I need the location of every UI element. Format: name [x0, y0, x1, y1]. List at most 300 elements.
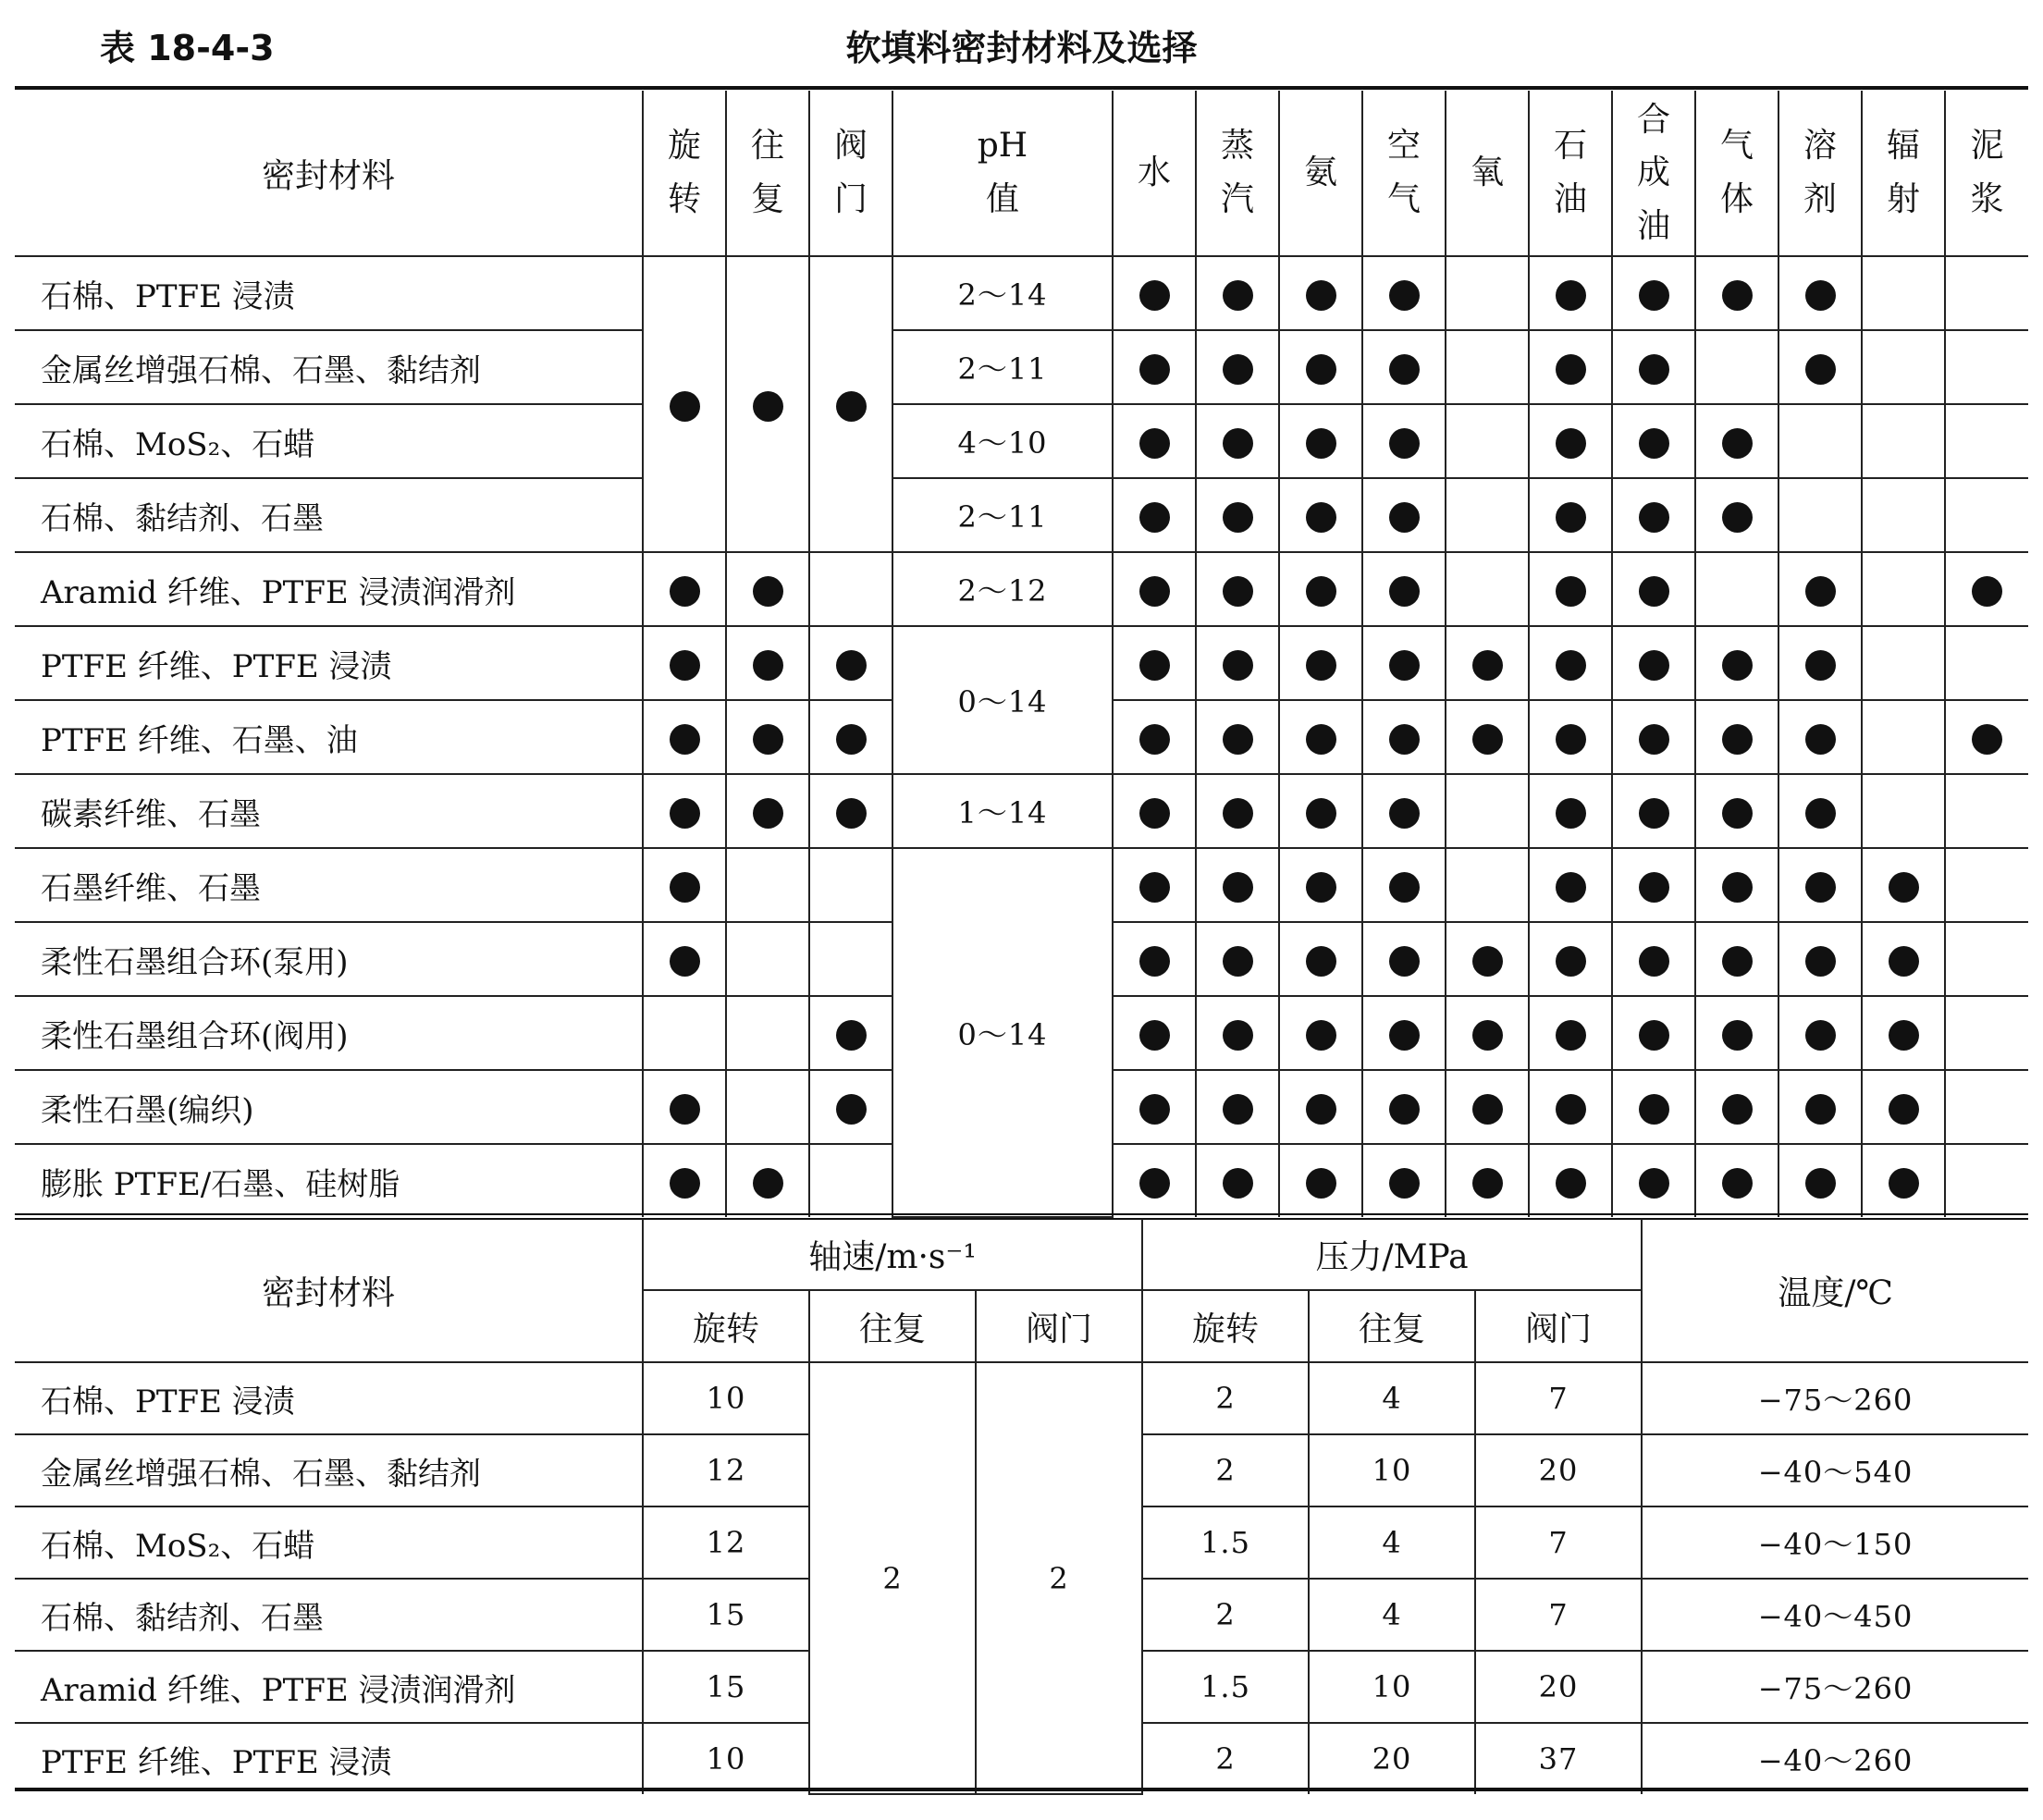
suitable-dot	[1306, 1168, 1336, 1199]
suitable-dot	[1805, 872, 1836, 903]
material-name: 柔性石墨组合环(阀用)	[15, 996, 643, 1070]
compat-cell	[1695, 848, 1778, 922]
compat-cell	[1778, 1070, 1862, 1144]
suitable-dot	[1389, 946, 1420, 977]
compat-cell	[1945, 330, 2028, 404]
suitable-dot	[1306, 872, 1336, 903]
compat-cell	[1778, 330, 1862, 404]
compat-cell	[1113, 478, 1196, 552]
compat-cell	[1612, 330, 1695, 404]
suitable-dot	[1639, 576, 1669, 607]
suitable-dot	[1139, 280, 1170, 311]
compat-cell	[1279, 774, 1362, 848]
compat-cell	[1695, 1070, 1778, 1144]
material-name: 石棉、PTFE 浸渍	[15, 256, 643, 330]
compat-cell	[1113, 774, 1196, 848]
suitable-dot	[1223, 280, 1253, 311]
compat-cell	[1279, 848, 1362, 922]
compat-cell	[1778, 478, 1862, 552]
compat-cell	[1113, 552, 1196, 626]
suitable-dot	[1223, 576, 1253, 607]
header-valve: 阀 门	[809, 91, 892, 256]
compat-cell	[726, 996, 809, 1070]
suitable-dot	[1223, 502, 1253, 533]
header-radiation: 辐 射	[1862, 91, 1945, 256]
compat-cell	[1945, 626, 2028, 700]
compat-cell	[1945, 774, 2028, 848]
suitable-dot	[1139, 1094, 1170, 1125]
compat-cell	[1279, 478, 1362, 552]
suitable-dot	[1722, 872, 1753, 903]
suitable-dot	[1639, 650, 1669, 681]
suitable-dot	[836, 724, 867, 755]
compat-cell	[1612, 552, 1695, 626]
header-petroleum: 石 油	[1529, 91, 1612, 256]
compat-cell	[726, 1070, 809, 1144]
suitable-dot	[1306, 428, 1336, 459]
compat-cell	[1446, 330, 1529, 404]
compat-cell	[643, 626, 726, 700]
suitable-dot	[1223, 1020, 1253, 1051]
table-row	[15, 478, 2028, 552]
compat-cell	[1695, 404, 1778, 478]
speed-rotary: 10	[643, 1723, 809, 1794]
suitable-dot	[1139, 650, 1170, 681]
compat-cell	[1446, 626, 1529, 700]
suitable-dot	[1639, 946, 1669, 977]
compat-cell	[1612, 1070, 1695, 1144]
suitable-dot	[836, 391, 867, 422]
compat-cell	[1446, 922, 1529, 996]
suitable-dot	[670, 576, 700, 607]
header-slurry: 泥 浆	[1945, 91, 2028, 256]
material-name: 碳素纤维、石墨	[15, 774, 643, 848]
speed-rotary: 12	[643, 1434, 809, 1506]
compat-cell	[1113, 1144, 1196, 1217]
material-name: 柔性石墨(编织)	[15, 1070, 643, 1144]
compat-cell	[1446, 552, 1529, 626]
ph-range: 2～11	[892, 330, 1113, 404]
suitable-dot	[1889, 1094, 1919, 1125]
header-ph: pH 值	[892, 91, 1113, 256]
material-name: 石棉、黏结剂、石墨	[15, 1579, 643, 1651]
compat-cell	[1695, 552, 1778, 626]
suitable-dot	[670, 1168, 700, 1199]
material-name: 石棉、PTFE 浸渍	[15, 1362, 643, 1434]
compat-cell	[1529, 404, 1612, 478]
material-name: 石棉、黏结剂、石墨	[15, 478, 643, 552]
compat-cell	[1945, 478, 2028, 552]
ph-range: 0～14	[892, 626, 1113, 774]
ph-range: 1～14	[892, 774, 1113, 848]
suitable-dot	[1389, 650, 1420, 681]
suitable-dot	[1389, 872, 1420, 903]
compat-cell	[1695, 626, 1778, 700]
pressure-valve: 20	[1475, 1434, 1642, 1506]
suitable-dot	[1139, 502, 1170, 533]
compat-cell	[1113, 256, 1196, 330]
suitable-dot	[1223, 724, 1253, 755]
compat-cell	[1695, 478, 1778, 552]
material-name: 金属丝增强石棉、石墨、黏结剂	[15, 1434, 643, 1506]
suitable-dot	[1472, 946, 1503, 977]
compat-cell	[1279, 330, 1362, 404]
compat-cell	[643, 848, 726, 922]
pressure-valve: 20	[1475, 1651, 1642, 1723]
compat-cell	[1279, 1070, 1362, 1144]
header-rotary: 旋 转	[643, 91, 726, 256]
suitable-dot	[1805, 576, 1836, 607]
compat-cell	[1612, 404, 1695, 478]
suitable-dot	[753, 1168, 783, 1199]
compat-cell	[726, 626, 809, 700]
header-pressure: 压力/MPa	[1142, 1219, 1642, 1290]
compat-cell	[1113, 626, 1196, 700]
table-title: 软填料密封材料及选择	[845, 27, 1198, 68]
suitable-dot	[1389, 798, 1420, 829]
suitable-dot	[1722, 1094, 1753, 1125]
suitable-dot	[753, 724, 783, 755]
compat-cell	[1862, 552, 1945, 626]
suitable-dot	[1306, 1094, 1336, 1125]
suitable-dot	[1639, 1094, 1669, 1125]
table-row	[15, 848, 2028, 922]
material-name: PTFE 纤维、PTFE 浸渍	[15, 626, 643, 700]
header-steam: 蒸 汽	[1196, 91, 1279, 256]
compat-cell	[1529, 478, 1612, 552]
suitable-dot	[1889, 1020, 1919, 1051]
compat-cell	[1196, 404, 1279, 478]
compat-cell	[1446, 1070, 1529, 1144]
suitable-dot	[1639, 354, 1669, 385]
compat-cell	[1279, 996, 1362, 1070]
speed-rotary: 15	[643, 1579, 809, 1651]
compat-cell	[1695, 700, 1778, 774]
suitable-dot	[1722, 798, 1753, 829]
compat-cell	[1196, 700, 1279, 774]
pressure-valve: 7	[1475, 1579, 1642, 1651]
compat-cell	[1279, 700, 1362, 774]
pressure-reciprocating: 4	[1309, 1362, 1475, 1434]
compat-cell	[1362, 1144, 1446, 1217]
suitable-dot	[670, 724, 700, 755]
compat-cell	[1529, 774, 1612, 848]
compat-cell	[1862, 404, 1945, 478]
compat-cell	[1113, 404, 1196, 478]
suitable-dot	[1805, 1020, 1836, 1051]
compat-cell	[809, 552, 892, 626]
ph-range: 0～14	[892, 848, 1113, 1217]
temperature-range: −40～540	[1642, 1434, 2028, 1506]
top-rule	[15, 86, 2028, 90]
suitable-dot	[1639, 280, 1669, 311]
ph-range: 4～10	[892, 404, 1113, 478]
compat-cell	[1945, 256, 2028, 330]
compat-cell	[1862, 774, 1945, 848]
compat-cell	[1945, 848, 2028, 922]
compat-cell	[1862, 996, 1945, 1070]
compat-cell	[1279, 404, 1362, 478]
suitable-dot	[836, 1094, 867, 1125]
compat-cell	[643, 700, 726, 774]
compat-cell	[1612, 1144, 1695, 1217]
header-reciprocating: 往 复	[726, 91, 809, 256]
compat-cell	[1362, 478, 1446, 552]
compat-cell	[1862, 1070, 1945, 1144]
compat-cell	[1529, 256, 1612, 330]
suitable-dot	[753, 650, 783, 681]
compat-cell	[1446, 774, 1529, 848]
material-name: 柔性石墨组合环(泵用)	[15, 922, 643, 996]
compat-cell	[726, 848, 809, 922]
compat-cell	[809, 848, 892, 922]
suitable-dot	[1639, 502, 1669, 533]
table-row	[15, 626, 2028, 700]
suitable-dot	[1722, 724, 1753, 755]
compat-cell	[1446, 996, 1529, 1070]
compat-cell	[1945, 996, 2028, 1070]
suitable-dot	[1805, 1168, 1836, 1199]
suitable-dot	[1556, 576, 1586, 607]
compat-cell	[1945, 1144, 2028, 1217]
pressure-rotary: 2	[1142, 1362, 1309, 1434]
suitable-dot	[1556, 354, 1586, 385]
compat-cell	[1778, 404, 1862, 478]
suitable-dot	[1889, 1168, 1919, 1199]
suitable-dot	[1389, 576, 1420, 607]
header-speed-reciprocating: 往复	[809, 1290, 976, 1362]
temperature-range: −40～450	[1642, 1579, 2028, 1651]
suitable-dot	[1556, 1094, 1586, 1125]
compat-cell	[1446, 700, 1529, 774]
header-shaft-speed: 轴速/m·s⁻¹	[643, 1219, 1142, 1290]
compat-cell	[1446, 256, 1529, 330]
compat-cell	[1778, 626, 1862, 700]
suitable-dot	[1306, 946, 1336, 977]
suitable-dot	[1972, 724, 2002, 755]
compat-cell	[1778, 256, 1862, 330]
speed-valve: 2	[976, 1362, 1142, 1794]
compat-cell	[1362, 552, 1446, 626]
suitable-dot	[1389, 1094, 1420, 1125]
suitable-dot	[670, 798, 700, 829]
compat-cell	[1612, 478, 1695, 552]
shared-motion-cell	[726, 256, 809, 552]
compat-cell	[1612, 256, 1695, 330]
compat-cell	[809, 626, 892, 700]
compat-cell	[1862, 700, 1945, 774]
compat-cell	[643, 1144, 726, 1217]
pressure-reciprocating: 4	[1309, 1506, 1475, 1579]
shared-motion-cell	[643, 256, 726, 552]
suitable-dot	[836, 798, 867, 829]
compat-cell	[1695, 1144, 1778, 1217]
suitable-dot	[1556, 872, 1586, 903]
suitable-dot	[1139, 428, 1170, 459]
suitable-dot	[1639, 1168, 1669, 1199]
compat-cell	[1862, 478, 1945, 552]
table-row	[15, 552, 2028, 626]
header-water: 水	[1113, 91, 1196, 256]
temperature-range: −75～260	[1642, 1651, 2028, 1723]
compat-cell	[1862, 922, 1945, 996]
compat-cell	[1113, 996, 1196, 1070]
speed-rotary: 15	[643, 1651, 809, 1723]
suitable-dot	[1139, 946, 1170, 977]
compat-cell	[1362, 626, 1446, 700]
suitable-dot	[1722, 428, 1753, 459]
suitable-dot	[1306, 576, 1336, 607]
header-ammonia: 氨	[1279, 91, 1362, 256]
compat-cell	[809, 922, 892, 996]
suitable-dot	[1306, 724, 1336, 755]
compat-cell	[1862, 848, 1945, 922]
bottom-rule	[15, 1788, 2028, 1791]
compat-cell	[1529, 848, 1612, 922]
compat-cell	[1279, 1144, 1362, 1217]
suitable-dot	[1139, 724, 1170, 755]
ph-range: 2～11	[892, 478, 1113, 552]
suitable-dot	[1722, 650, 1753, 681]
suitable-dot	[1306, 502, 1336, 533]
suitable-dot	[1472, 1020, 1503, 1051]
suitable-dot	[1556, 1168, 1586, 1199]
compat-cell	[1446, 404, 1529, 478]
compat-cell	[1362, 774, 1446, 848]
compat-cell	[643, 996, 726, 1070]
compat-cell	[1362, 996, 1446, 1070]
compat-cell	[1196, 1070, 1279, 1144]
compat-cell	[809, 1144, 892, 1217]
table-row	[15, 330, 2028, 404]
suitable-dot	[670, 946, 700, 977]
suitable-dot	[1139, 1168, 1170, 1199]
compat-cell	[1196, 330, 1279, 404]
suitable-dot	[1139, 354, 1170, 385]
material-name: 石墨纤维、石墨	[15, 848, 643, 922]
compat-cell	[1446, 1144, 1529, 1217]
suitable-dot	[1556, 502, 1586, 533]
compat-cell	[1113, 330, 1196, 404]
suitable-dot	[1639, 872, 1669, 903]
compat-cell	[1362, 848, 1446, 922]
compat-cell	[1529, 330, 1612, 404]
suitable-dot	[1805, 650, 1836, 681]
suitable-dot	[1722, 502, 1753, 533]
pressure-rotary: 1.5	[1142, 1506, 1309, 1579]
header-material-2: 密封材料	[15, 1219, 643, 1362]
suitable-dot	[1805, 798, 1836, 829]
suitable-dot	[1805, 354, 1836, 385]
compat-cell	[1945, 922, 2028, 996]
compat-cell	[1529, 996, 1612, 1070]
compat-cell	[1945, 1070, 2028, 1144]
compat-cell	[1196, 478, 1279, 552]
compat-cell	[643, 552, 726, 626]
compat-cell	[1778, 996, 1862, 1070]
compat-cell	[1612, 848, 1695, 922]
temperature-range: −40～150	[1642, 1506, 2028, 1579]
table-row	[15, 256, 2028, 330]
suitable-dot	[1639, 798, 1669, 829]
compat-cell	[1778, 774, 1862, 848]
compat-cell	[1612, 700, 1695, 774]
compat-cell	[1279, 552, 1362, 626]
header-pressure-reciprocating: 往复	[1309, 1290, 1475, 1362]
suitable-dot	[1889, 872, 1919, 903]
compat-cell	[726, 552, 809, 626]
compat-cell	[1529, 922, 1612, 996]
material-name: 石棉、MoS₂、石蜡	[15, 1506, 643, 1579]
compat-cell	[1196, 256, 1279, 330]
compat-cell	[1862, 330, 1945, 404]
suitable-dot	[1639, 724, 1669, 755]
compat-cell	[1362, 700, 1446, 774]
header-pressure-rotary: 旋转	[1142, 1290, 1309, 1362]
suitable-dot	[670, 1094, 700, 1125]
suitable-dot	[1306, 1020, 1336, 1051]
pressure-rotary: 2	[1142, 1579, 1309, 1651]
material-name: 膨胀 PTFE/石墨、硅树脂	[15, 1144, 643, 1217]
pressure-valve: 7	[1475, 1506, 1642, 1579]
compat-cell	[1196, 1144, 1279, 1217]
suitable-dot	[1139, 798, 1170, 829]
suitable-dot	[1472, 724, 1503, 755]
header-solvent: 溶 剂	[1778, 91, 1862, 256]
suitable-dot	[1556, 1020, 1586, 1051]
pressure-reciprocating: 20	[1309, 1723, 1475, 1794]
suitable-dot	[1805, 280, 1836, 311]
compat-cell	[1362, 330, 1446, 404]
temperature-range: −40～260	[1642, 1723, 2028, 1794]
suitable-dot	[1389, 354, 1420, 385]
suitable-dot	[1389, 280, 1420, 311]
compat-cell	[809, 774, 892, 848]
compat-cell	[809, 700, 892, 774]
compatibility-table	[15, 91, 2028, 1218]
compat-cell	[1862, 1144, 1945, 1217]
suitable-dot	[1889, 946, 1919, 977]
material-name: PTFE 纤维、PTFE 浸渍	[15, 1723, 643, 1794]
compat-cell	[1695, 774, 1778, 848]
compat-cell	[1778, 848, 1862, 922]
suitable-dot	[1639, 1020, 1669, 1051]
header-temperature: 温度/℃	[1642, 1219, 2028, 1362]
ph-range: 2～12	[892, 552, 1113, 626]
suitable-dot	[1306, 354, 1336, 385]
suitable-dot	[1556, 280, 1586, 311]
suitable-dot	[1223, 428, 1253, 459]
suitable-dot	[1556, 798, 1586, 829]
compat-cell	[1612, 996, 1695, 1070]
compat-cell	[1113, 922, 1196, 996]
suitable-dot	[1805, 946, 1836, 977]
pressure-reciprocating: 10	[1309, 1651, 1475, 1723]
suitable-dot	[1556, 946, 1586, 977]
suitable-dot	[753, 391, 783, 422]
suitable-dot	[1722, 1020, 1753, 1051]
compat-cell	[726, 774, 809, 848]
compat-cell	[809, 1070, 892, 1144]
compat-cell	[1945, 700, 2028, 774]
compat-cell	[1529, 700, 1612, 774]
double-rule-a	[15, 1213, 2028, 1215]
material-name: Aramid 纤维、PTFE 浸渍润滑剂	[15, 552, 643, 626]
suitable-dot	[1306, 650, 1336, 681]
operating-limits-table	[15, 1219, 2028, 1795]
compat-cell	[1695, 996, 1778, 1070]
compat-cell	[1113, 848, 1196, 922]
